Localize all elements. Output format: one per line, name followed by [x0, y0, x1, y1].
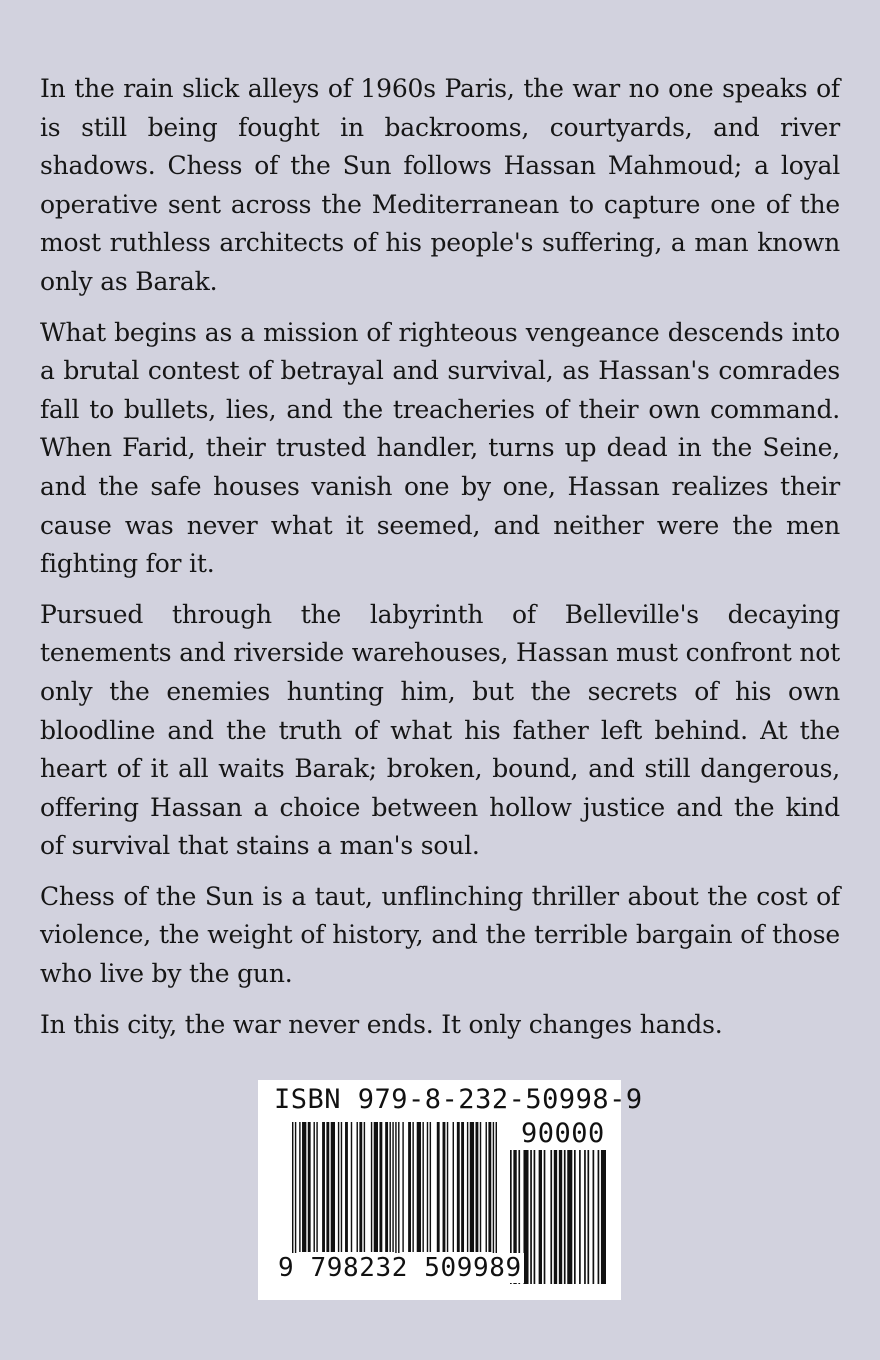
- barcode-bar: [470, 1122, 474, 1252]
- barcode-bar: [598, 1150, 600, 1284]
- blurb-paragraph: Pursued through the labyrinth of Belleville's decaying tenements and riverside warehouses, Hassan must confront not only the enemies hunting him, but the secrets of his own bloodline and the truth of what his father left behind. At the heart of it all waits Barak; broken, bound, and still dangerous, offering Hassan a choice between hollow justice and the kind of survival that stains a man's soul.: [40, 599, 840, 861]
- barcode-bar: [476, 1122, 479, 1252]
- barcode-bar: [523, 1150, 528, 1284]
- barcode-bar: [345, 1122, 348, 1252]
- barcode-bar: [567, 1150, 572, 1284]
- barcode-bar: [302, 1122, 306, 1252]
- barcode-bar: [359, 1122, 362, 1252]
- blurb-paragraph: In the rain slick alleys of 1960s Paris, the war no one speaks of is still being fought in backrooms, courtyards, and river shadows. Chess of the Sun follows Hassan Mahmoud; a loyal operative sent across the Mediterranean to capture one of the most ruthless architects of his people's suffering, a man known only as Barak.: [40, 74, 840, 296]
- barcode-bar: [564, 1150, 566, 1284]
- barcode-bar: [412, 1122, 413, 1252]
- blurb-tagline: In this city, the war never ends. It only changes hands.: [40, 1009, 723, 1039]
- barcode-bar: [544, 1150, 546, 1284]
- barcode-bar: [402, 1122, 403, 1252]
- barcode-bar: [427, 1122, 428, 1252]
- barcode-bar: [408, 1122, 411, 1252]
- barcode-bar: [579, 1150, 581, 1284]
- barcode-bar: [447, 1122, 448, 1252]
- barcode-bar: [331, 1122, 335, 1252]
- barcode-bar: [322, 1122, 325, 1252]
- barcode-bar: [587, 1150, 589, 1284]
- barcode-bar: [392, 1122, 393, 1252]
- blurb-paragraph: Chess of the Sun is a taut, unflinching thriller about the cost of violence, the weight of history, and the terrible bargain of those who live by the gun.: [40, 881, 840, 989]
- barcode-bar: [351, 1122, 352, 1252]
- barcode-bar: [574, 1150, 576, 1284]
- barcode-bar: [461, 1122, 464, 1252]
- barcode-bar: [467, 1122, 468, 1252]
- barcode-bar: [430, 1122, 431, 1252]
- blurb-paragraph: What begins as a mission of righteous vengeance descends into a brutal contest of betrayal and survival, as Hassan's comrades fall to bullets, lies, and the treacheries of their own command. When Farid, their trusted handler, turns up dead in the Seine, and the safe houses vanish one by one, Hassan realizes their cause was never what it seemed, and neither were the men fighting for it.: [40, 317, 840, 579]
- price-code: 90000: [521, 1118, 605, 1149]
- back-cover-blurb: [40, 70, 840, 1056]
- barcode-bar: [550, 1150, 552, 1284]
- barcode-bar: [534, 1150, 536, 1284]
- barcode-bar: [385, 1122, 388, 1252]
- barcode-bar: [371, 1122, 372, 1252]
- barcode-bar: [379, 1122, 382, 1252]
- barcode-digits: 9 798232 509989: [278, 1253, 522, 1283]
- isbn-barcode-block: [258, 1080, 643, 1300]
- barcode-bar: [601, 1150, 606, 1284]
- barcode-bar: [341, 1122, 342, 1252]
- isbn-label: ISBN 979-8-232-50998-9: [274, 1084, 643, 1115]
- barcode-bar: [308, 1122, 311, 1252]
- barcode-bar: [422, 1122, 423, 1252]
- barcode-bar: [457, 1122, 460, 1252]
- barcode-bar: [593, 1150, 595, 1284]
- barcode-bar: [326, 1122, 329, 1252]
- barcode-bar: [530, 1150, 532, 1284]
- barcode-bar: [338, 1122, 339, 1252]
- barcode-bar: [299, 1122, 300, 1252]
- barcode-bar: [443, 1122, 446, 1252]
- barcode-bar: [584, 1150, 586, 1284]
- barcode-bar: [357, 1122, 358, 1252]
- barcode-bar: [374, 1122, 378, 1252]
- barcode-bar: [559, 1150, 562, 1284]
- barcode-bar: [488, 1122, 491, 1252]
- addon-barcode-bars: [510, 1150, 606, 1284]
- barcode-bar: [480, 1122, 481, 1252]
- barcode-bar: [437, 1122, 440, 1252]
- barcode-bar: [364, 1122, 365, 1252]
- barcode-bar: [539, 1150, 542, 1284]
- barcode-bar: [314, 1122, 315, 1252]
- barcode-bar: [316, 1122, 317, 1252]
- barcode-bar: [453, 1122, 454, 1252]
- barcode-bar: [486, 1122, 487, 1252]
- barcode-bar: [417, 1122, 421, 1252]
- barcode-bar: [554, 1150, 557, 1284]
- barcode-bar: [389, 1122, 390, 1252]
